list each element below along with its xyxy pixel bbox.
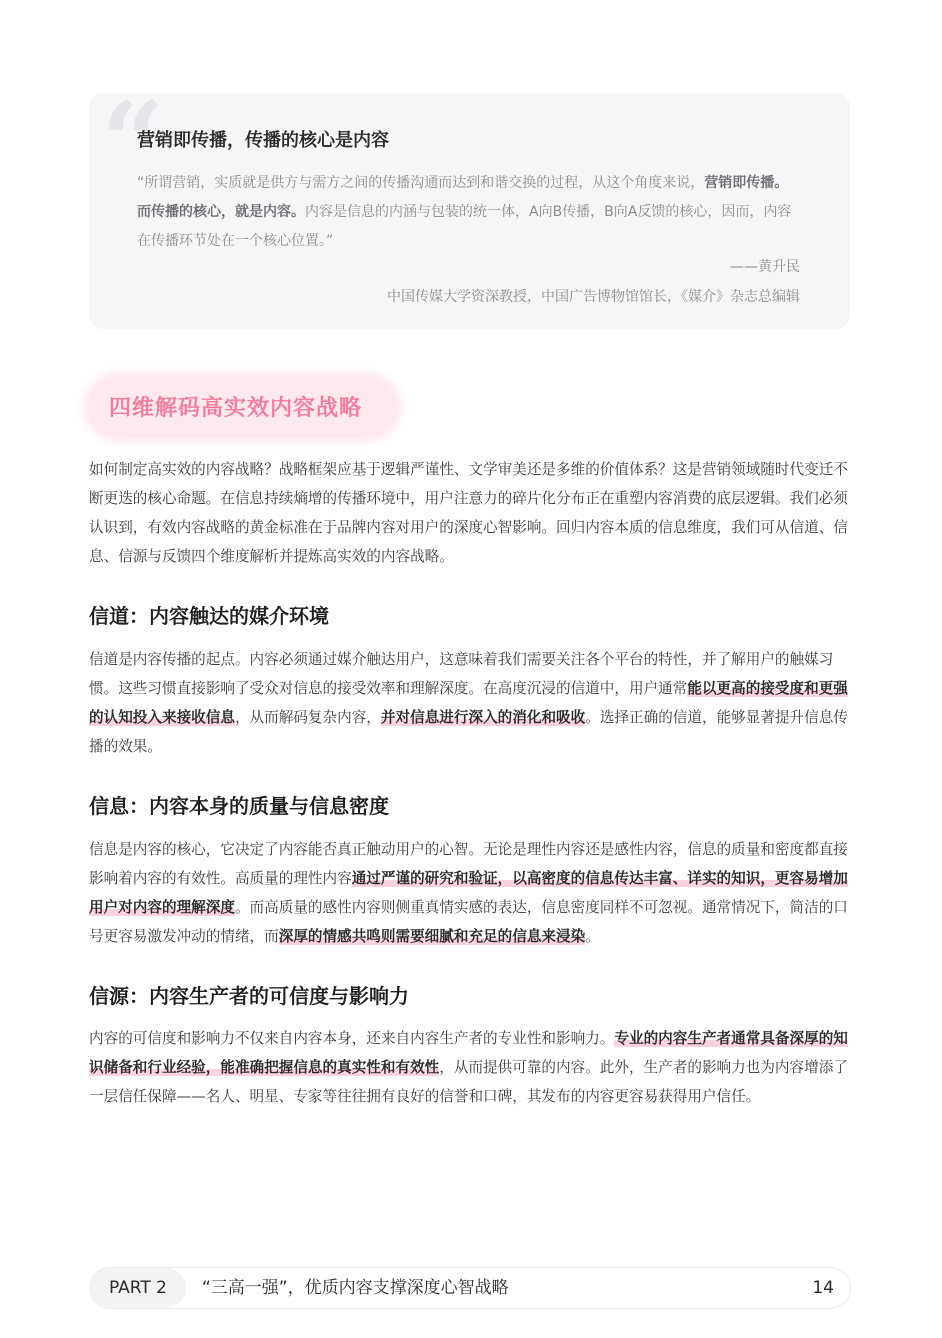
message-text-1: 信息是内容的核心，它决定了内容能否真正触动用户的心智。无论是理性内容还是感性内容，信息的质量和密度都直接影响着内容的有效性。高质量的理性内容 xyxy=(89,841,848,887)
footer-chapter-title: “三高一强”，优质内容支撑深度心智战略 xyxy=(202,1278,509,1298)
heading-source: 信源：内容生产者的可信度与影响力 xyxy=(89,984,409,1008)
message-highlight-1: 通过严谨的研究和验证，以高密度的信息传达丰富、详实的知识，更容易增加用户对内容的理解深度 xyxy=(89,870,848,916)
source-text-2: ，从而提供可靠的内容。此外，生产者的影响力也为内容增添了一层信任保障——名人、明星、专家等往往拥有良好的信誉和口碑，其发布的内容更容易获得用户信任。 xyxy=(89,1059,848,1105)
channel-text-3: 。选择正确的信道，能够显著提升信息传播的效果。 xyxy=(89,709,848,755)
source-paragraph xyxy=(89,1024,851,1111)
source-text-1: 内容的可信度和影响力不仅来自内容本身，还来自内容生产者的专业性和影响力。 xyxy=(89,1030,615,1047)
quote-body-bold: 营销即传播。而传播的核心，就是内容。 xyxy=(137,175,789,220)
quote-title: 营销即传播，传播的核心是内容 xyxy=(137,130,389,151)
channel-highlight-1: 能以更高的接受度和更强的认知投入来接收信息 xyxy=(89,680,848,726)
channel-text-1: 信道是内容传播的起点。内容必须通过媒介触达用户，这意味着我们需要关注各个平台的特性，并了解用户的触媒习惯。这些习惯直接影响了受众对信息的接受效率和理解深度。在高度沉浸的信道中，用户通常 xyxy=(89,651,834,697)
source-highlight-1: 专业的内容生产者通常具备深厚的知识储备和行业经验，能准确把握信息的真实性和有效性 xyxy=(89,1030,848,1076)
message-text-2: 。而高质量的感性内容则侧重真情实感的表达，信息密度同样不可忽视。通常情况下，简洁的口号更容易激发冲动的情绪，而 xyxy=(89,899,848,945)
quote-body-text-1: “所谓营销，实质就是供方与需方之间的传播沟通而达到和谐交换的过程，从这个角度来说， xyxy=(137,175,705,191)
intro-paragraph: 如何制定高实效的内容战略？战略框架应基于逻辑严谨性、文学审美还是多维的价值体系？这是营销领域随时代变迁不断更迭的核心命题。在信息持续熵增的传播环境中，用户注意力的碎片化分布正在重塑内容消费的底层逻辑。我们必须认识到，有效内容战略的黄金标准在于品牌内容对用户的深度心智影响。回归内容本质的信息维度，我们可从信道、信息、信源与反馈四个维度解析并提炼高实效的内容战略。 xyxy=(89,461,848,565)
channel-highlight-2: 并对信息进行深入的消化和吸收 xyxy=(380,709,586,726)
message-paragraph xyxy=(89,835,851,951)
heading-channel: 信道：内容触达的媒介环境 xyxy=(89,604,329,628)
quote-author: ——黄升民 xyxy=(730,259,800,275)
quote-body-text-2: 内容是信息的内涵与包装的统一体，A向B传播，B向A反馈的核心，因而，内容在传播环节处在一个核心位置。” xyxy=(137,204,792,249)
message-text-3: 。 xyxy=(585,928,600,945)
footer-part-label: PART 2 xyxy=(90,1268,186,1308)
message-highlight-2: 深厚的情感共鸣则需要细腻和充足的信息来浸染 xyxy=(278,928,586,945)
section-title: 四维解码高实效内容战略 xyxy=(109,396,363,421)
footer-page-number: 14 xyxy=(812,1278,834,1298)
quote-box xyxy=(89,77,850,329)
page-footer xyxy=(89,1267,851,1309)
channel-paragraph xyxy=(89,645,851,761)
quote-body xyxy=(137,169,801,256)
section-title-pill xyxy=(89,378,396,436)
heading-message: 信息：内容本身的质量与信息密度 xyxy=(89,794,389,818)
quote-mark-icon: “ xyxy=(101,77,165,206)
channel-text-2: ，从而解码复杂内容， xyxy=(234,709,381,726)
quote-author-role: 中国传媒大学资深教授，中国广告博物馆馆长，《媒介》杂志总编辑 xyxy=(387,289,800,305)
